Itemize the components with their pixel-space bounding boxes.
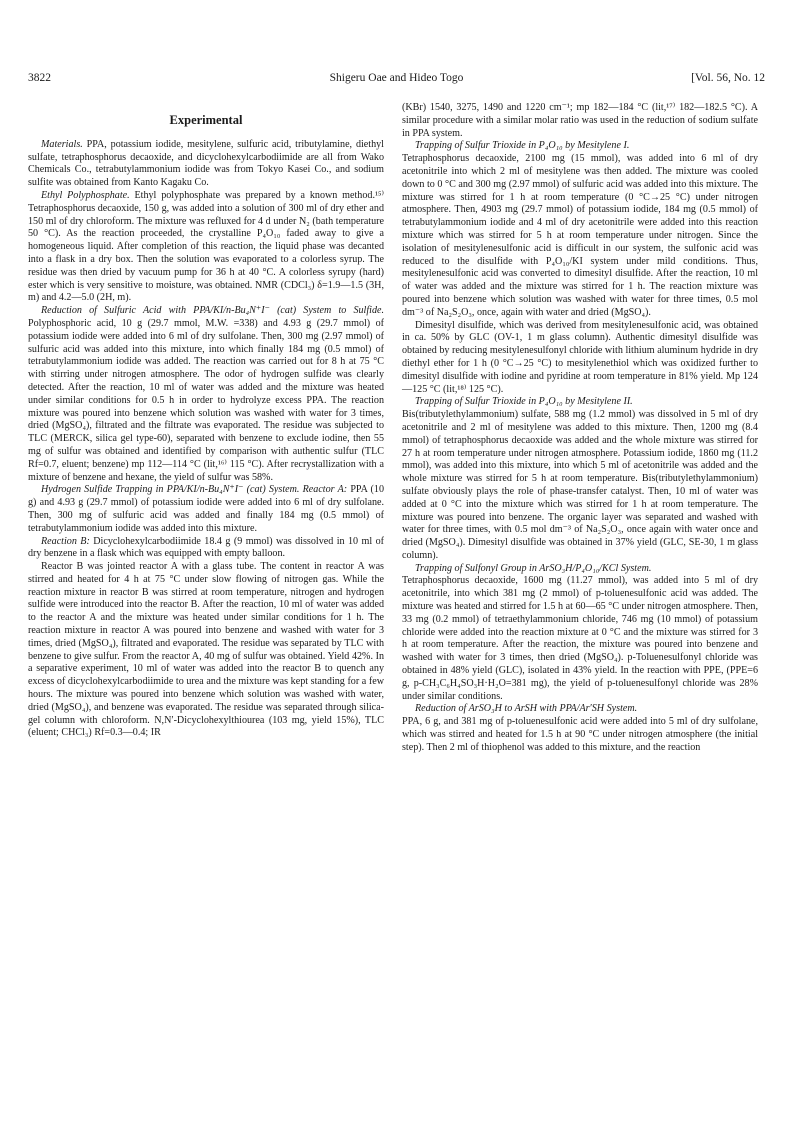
subsection-heading: Trapping of Sulfonyl Group in ArSO₃H/P₄O₁₀/KCl System. [415, 562, 652, 574]
left-column-body [28, 139, 384, 740]
left-column [28, 104, 384, 740]
section-title: Experimental [169, 113, 243, 127]
paragraph-text: PPA (10 g) and 4.93 g (29.7 mmol) of potassium iodide were added into 6 ml of dry sulfolane. Then, 300 mg of sulfuric acid was added and finally 184 mg (0.5 mmol) of tetrabutylammonium iodide was added into this mixture. [28, 484, 384, 534]
paragraph-text: PPA, 6 g, and 381 mg of p-toluenesulfonic acid were added into 5 ml of dry sulfolane, which was stirred and heated for 1.5 h at 90 °C under nitrogen atmosphere (the initial step). Then 2 ml of thiophenol was added to this mixture, and the reaction [402, 716, 758, 753]
subsection-heading: Trapping of Sulfur Trioxide in P₄O₁₀ by Mesitylene I. [415, 140, 630, 152]
paragraph [402, 102, 758, 140]
subsection-heading: Trapping of Sulfur Trioxide in P₄O₁₀ by Mesitylene II. [415, 396, 633, 408]
running-authors: Shigeru Oae and Hideo Togo [329, 72, 464, 84]
paragraph-text: Polyphosphoric acid, 10 g (29.7 mmol, M.W. =338) and 4.93 g (29.7 mmol) of potassium iodide were added into 6 ml of dry sulfolane. Then, 300 mg (2.97 mmol) of sulfuric acid was added into this mixture, into which finally 184 mg (0.5 mmol) of tetrabutylammonium iodide was added. The reaction was carried out for 8 h at 75 °C with stirring under nitrogen atmosphere. The odor of hydrogen sulfide was clearly detected. After the reaction, 10 ml of water was added and the mixture was heated under similar conditions for 0.5 h in order to hydrolyze excess PPA. The reaction mixture was poured into benzene which solution was washed with water for 3 times, dried (MgSO₄), filtrated and the filtrate was evaporated. The residue was subjected to TLC (MERCK, silica gel type-60), separated with benzene to exclude iodine, then 55 mg of sulfur was obtained and identified by comparison with authentic sulfur (TLC Rf=0.7, eluent; benzene) mp 112—114 °C (lit,¹⁶⁾ 115 °C). After recrystallization with a mixture of benzene and hexane, the yield of sulfur was 58%. [28, 317, 384, 483]
paragraph [402, 153, 758, 319]
running-header [28, 72, 765, 88]
paragraph-text: PPA, potassium iodide, mesitylene, sulfuric acid, tributylamine, diethyl sulfate, tetraphosphorus decaoxide, and dicyclohexylcarbodiimide are all from Wako Chemicals Co., tetrabutylammonium iodide was from Tokyo Kasei Co., and sodium sulfite was obtained from Kanto Kagaku Co. [28, 138, 384, 189]
paragraph-text: Bis(tributylethylammonium) sulfate, 588 mg (1.2 mmol) was dissolved in 5 ml of dry acetonitrile and 2 ml of mesitylene was added to this mixture. Then, 1200 mg (8.4 mmol) of tetraphosphorus decaoxide was added and the whole mixture was stirred for 27 h at room temperature under nitrogen atmosphere. Potassium iodide, 1860 mg (11.2 mmol), was added into this mixture, into which 5 ml of acetonitrile was added and the whole mixture was stirred for 5 h at room temperature. Bis(tributylethylammonium) sulfate obviously plays the role of phase-transfer catalyst. Then, 10 ml of water was added at 0 °C into the mixture which was stirred for 1 h at room temperature. The mixture was poured into benzene. The organic layer was separated and washed with water for three times, with 0.5 mol dm⁻³ of Na₂S₂O₃, once again with water once and dried (MgSO₄). Dimesityl disulfide was obtained in 37% yield (GLC, SE-30, 1 m glass column). [402, 409, 758, 561]
paragraph-text: Dimesityl disulfide, which was derived from mesitylenesulfonic acid, was obtained in ca. 50% by GLC (OV-1, 1 m glass column). Authentic dimesityl disulfide was obtained by reducing mesitylenesulfonyl chloride with lithium aluminum hydride in dry diethyl ether for 1 h (0 °C→25 °C) to mesitylenethiol which was oxidized further to dimesityl disulfide with iodine and pyridine at room temperature in 81% yield. Mp 124—125 °C (lit,¹⁸⁾ 125 °C). [402, 319, 758, 395]
paragraph [28, 484, 384, 535]
right-column-body [402, 102, 758, 755]
paragraph-heading: Ethyl Polyphosphate. [41, 189, 130, 201]
paragraph-text: Dicyclohexylcarbodiimide 18.4 g (9 mmol) was dissolved in 10 ml of dry benzene in a flask which was equipped with empty balloon. [28, 535, 384, 560]
paragraph-text: Tetraphosphorus decaoxide, 1600 mg (11.27 mmol), was added into 5 ml of dry acetonitrile, into which 381 mg (2 mmol) of p-toluenesulfonic acid was added. The mixture was heated and stirred for 1.5 h at 60—65 °C under nitrogen atmosphere. Then, 33 mg (0.2 mmol) of tetraethylammonium chloride, 746 mg (10 mmol) of potassium chloride were added into the reaction mixture at 0 °C and the mixture was stirred for 3 h at room temperature. After the reaction, the mixture was poured into benzene and washed with water for 3 times, then dried (MgSO₄). p-Toluenesulfonyl chloride was obtained in 48% yield (GLC), isolated in 43% yield. In the reaction with PPE, (PPE=6 g, p-CH₃C₆H₄SO₃H·H₂O=381 mg), the yield of p-toluenesulfonyl chloride was 28% under similar conditions. [402, 575, 758, 702]
paragraph-heading: Hydrogen Sulfide Trapping in PPA/KI/n-Bu₄N⁺I⁻ (cat) System. Reactor A: [41, 484, 348, 496]
page-number: 3822 [28, 72, 51, 84]
volume-issue: [Vol. 56, No. 12 [691, 72, 765, 84]
paragraph [28, 190, 384, 305]
right-column [402, 102, 758, 755]
paragraph-text: Reactor B was jointed reactor A with a glass tube. The content in reactor A was stirred and heated for 4 h at 75 °C under slow flowing of nitrogen gas. While the reaction mixture in reactor B was stirred at room temperature, nitrogen and hydrogen sulfide were introduced into the reactor B. After the reaction, 10 ml of water was added to the reactor A and the mixture was heated under similar conditions for 1 h. The reaction mixture in reactor A was poured into benzene and washed with water for 3 times, dried (MgSO₄), filtrated and evaporated. The residue was separated by TLC with benzene to give sulfur. From the reactor A, 40 mg of sulfur was obtained. Yield 42%. In a separative experiment, 10 ml of water was added into the reactor B to quench any excess of dicyclohexylcarbodiimide to urea and the mixture was kept standing for a few hours. The mixture was poured into benzene which solution was washed with water, dried (MgSO₄), and benzene was evaporated. The residue was separated through silica-gel column with chloroform. N,N′-Dicyclohexylthiourea (103 mg, yield 15%), TLC (eluent; CHCl₃) Rf=0.3—0.4; IR [28, 561, 384, 739]
paragraph-heading: Reaction B: [41, 535, 90, 547]
paragraph [402, 716, 758, 754]
subsection-heading: Reduction of ArSO₃H to ArSH with PPA/Ar′SH System. [415, 703, 638, 715]
paragraph [402, 320, 758, 397]
paragraph-text: Tetraphosphorus decaoxide, 2100 mg (15 mmol), was added into 6 ml of dry acetonitrile into which 2 ml of mesitylene was then added. The mixture was cooled down to 0 °C and 300 mg (2.97 mmol) of sulfuric acid was added into this mixture. The mixture was stirred for 1 h at room temperature (0 °C→25 °C) under nitrogen atmosphere. Then, 4903 mg (29.7 mmol) of potassium iodide, 184 mg (0.5 mmol) of tetrabutylammonium iodide and 4 ml of dry acetonitrile were added into this reaction mixture which was stirred for 5 h at room temperature under nitrogen. Since the isolation of mesitylenesulfonic acid is difficult in our system, the sulfonic acid was reduced to the disulfide with P₄O₁₀/KI system under mild conditions. Thus, mesitylenesulfonic acid was converted to dimesityl disulfide. After the reaction, 10 ml of water was added and the mixture was stirred for 1 h. The reaction mixture was poured into benzene which solution was washed with water for three times, 0.5 mol dm⁻³ of Na₂S₂O₃, once, again with water and dried (MgSO₄). [402, 153, 758, 318]
paragraph [28, 139, 384, 190]
paragraph [402, 575, 758, 703]
paragraph [402, 409, 758, 563]
paragraph-text: Ethyl polyphosphate was prepared by a known method.¹⁵⁾ Tetraphosphorus decaoxide, 150 g, was added into a solution of 300 ml of dry ether and 150 ml of dry chloroform. The mixture was refluxed for 4 d under N₂ (bath temperature 50 °C). As the reaction proceeded, the crystalline P₄O₁₀ faded away to give a homogeneous liquid. After completion of this reaction, the liquid phase was decanted into a flask in a dry box. Then the solution was evaporated to a colorless syrup. The residue was then dried by vacuum pump for 36 h at 40 °C. A colorless syrupy (hard) ester which is very sensitive to moisture, was obtained. NMR (CDCl₃) δ=1.9—1.5 (3H, m) and 4.2—5.0 (2H, m). [28, 189, 384, 304]
paragraph-heading: Materials. [41, 138, 83, 150]
paragraph [28, 305, 384, 484]
paragraph-heading: Reduction of Sulfuric Acid with PPA/KI/n-Bu₄N⁺I⁻ (cat) System to Sulfide. [41, 305, 384, 317]
paragraph-text: (KBr) 1540, 3275, 1490 and 1220 cm⁻¹; mp 182—184 °C (lit,¹⁷⁾ 182—182.5 °C). A similar procedure with a similar molar ratio was used in the reduction of sodium sulfate in PPA system. [402, 102, 758, 139]
paragraph [28, 561, 384, 740]
paragraph [28, 536, 384, 562]
